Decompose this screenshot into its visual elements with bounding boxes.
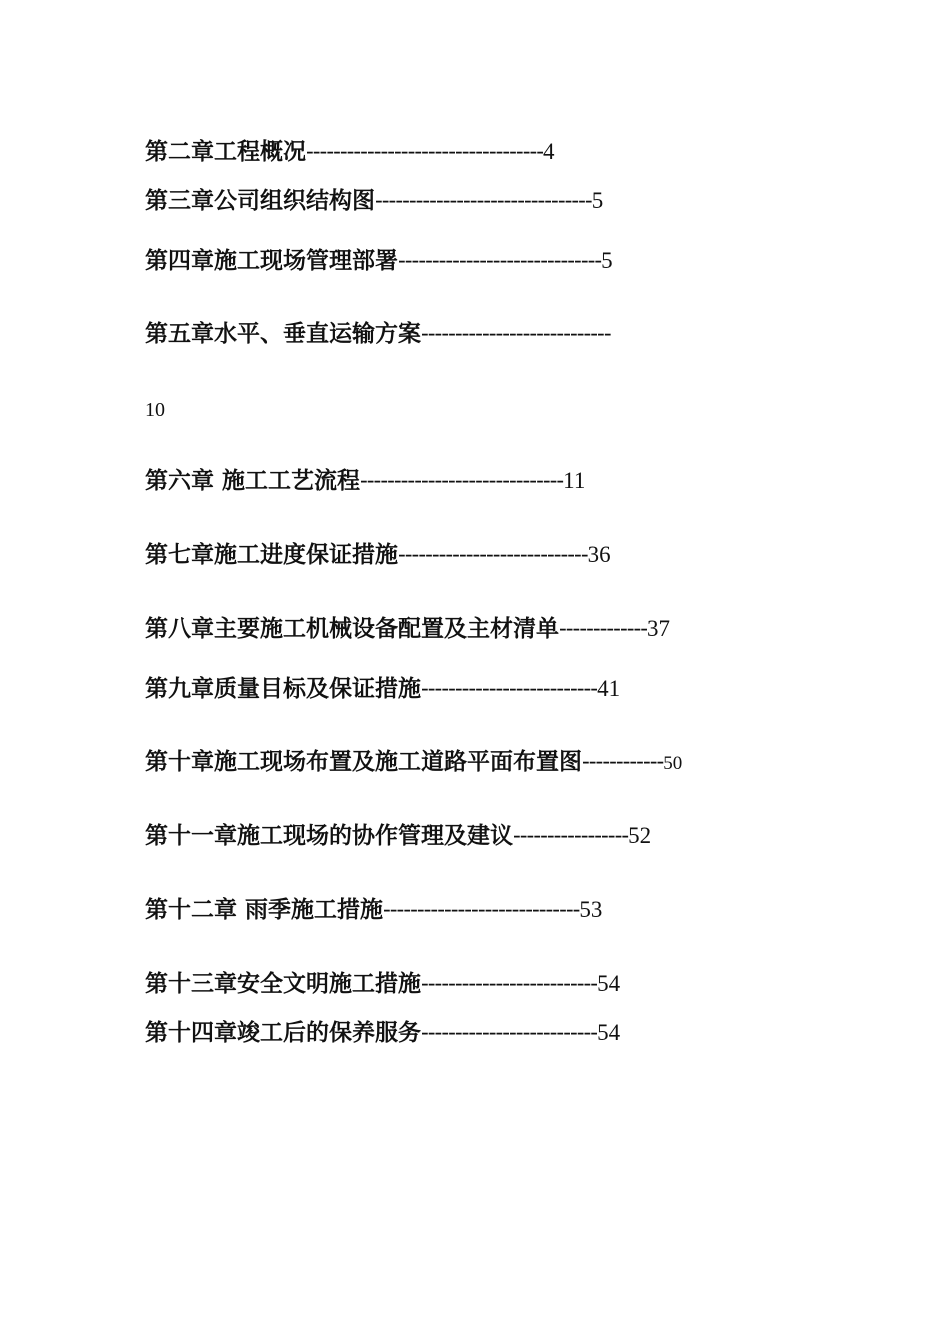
toc-entry-chapter-2[interactable]	[145, 138, 555, 166]
toc-entry-leader: --------------------------	[421, 971, 598, 997]
toc-entry-chapter-11[interactable]	[145, 822, 651, 850]
toc-entry-title: 第九章质量目标及保证措施	[145, 675, 421, 702]
toc-entry-leader: -----------------------------------	[306, 139, 544, 165]
toc-entry-title: 第三章公司组织结构图	[145, 187, 375, 214]
toc-entry-leader: ------------------------------	[360, 468, 564, 494]
toc-entry-leader: --------------------------	[421, 676, 598, 702]
toc-entry-page-number: 5	[601, 248, 613, 273]
toc-entry-leader: -----------------	[513, 823, 629, 849]
toc-entry-chapter-8[interactable]	[145, 615, 670, 643]
toc-entry-leader: ------------	[582, 749, 664, 775]
toc-entry-chapter-5[interactable]	[145, 320, 611, 348]
toc-entry-title: 第十章施工现场布置及施工道路平面布置图	[145, 748, 582, 775]
toc-entry-leader: --------------------------------	[375, 188, 592, 214]
toc-entry-leader: --------------------------	[421, 1020, 598, 1046]
toc-entry-page-number: 54	[597, 1020, 621, 1045]
toc-entry-page-number: 53	[579, 897, 603, 922]
toc-entry-title: 第十二章 雨季施工措施	[145, 896, 384, 923]
toc-entry-title: 第十四章竣工后的保养服务	[145, 1019, 421, 1046]
toc-entry-chapter-4[interactable]	[145, 247, 613, 275]
toc-entry-title: 第八章主要施工机械设备配置及主材清单	[145, 615, 559, 642]
toc-entry-chapter-7[interactable]	[145, 541, 611, 569]
toc-entry-page-number: 50	[663, 753, 683, 774]
toc-entry-page-number: 36	[587, 542, 611, 567]
toc-entry-page-number: 11	[563, 468, 586, 493]
toc-entry-page-number: 54	[597, 971, 621, 996]
toc-entry-chapter-13[interactable]	[145, 970, 620, 998]
toc-entry-chapter-14[interactable]	[145, 1019, 620, 1047]
toc-entry-title: 第五章水平、垂直运输方案	[145, 320, 421, 347]
toc-entry-chapter-12[interactable]	[145, 896, 602, 924]
toc-entry-leader: -----------------------------	[383, 897, 580, 923]
toc-entry-leader: ------------------------------	[398, 248, 602, 274]
toc-entry-page-number: 5	[591, 188, 604, 213]
toc-entry-page-number-wrapped: 10	[145, 399, 165, 421]
toc-entry-chapter-3[interactable]	[145, 187, 603, 215]
toc-entry-page-number: 4	[543, 139, 555, 164]
toc-entry-page-number: 41	[597, 676, 621, 701]
toc-entry-title: 第十三章安全文明施工措施	[145, 970, 421, 997]
toc-entry-title: 第七章施工进度保证措施	[145, 541, 398, 568]
toc-entry-leader: ----------------------------	[421, 321, 611, 347]
toc-entry-leader: ----------------------------	[398, 542, 588, 568]
toc-entry-title: 第四章施工现场管理部署	[145, 247, 398, 274]
toc-entry-chapter-9[interactable]	[145, 675, 620, 703]
toc-entry-chapter-6[interactable]	[145, 467, 585, 495]
toc-entry-page-number: 52	[628, 823, 652, 848]
toc-entry-chapter-10[interactable]	[145, 748, 682, 778]
toc-entry-title: 第六章 施工工艺流程	[145, 467, 361, 494]
toc-entry-title: 第十一章施工现场的协作管理及建议	[145, 822, 513, 849]
toc-entry-page-number: 37	[647, 616, 671, 641]
toc-entry-leader: -------------	[559, 616, 648, 642]
toc-entry-title: 第二章工程概况	[145, 138, 306, 165]
